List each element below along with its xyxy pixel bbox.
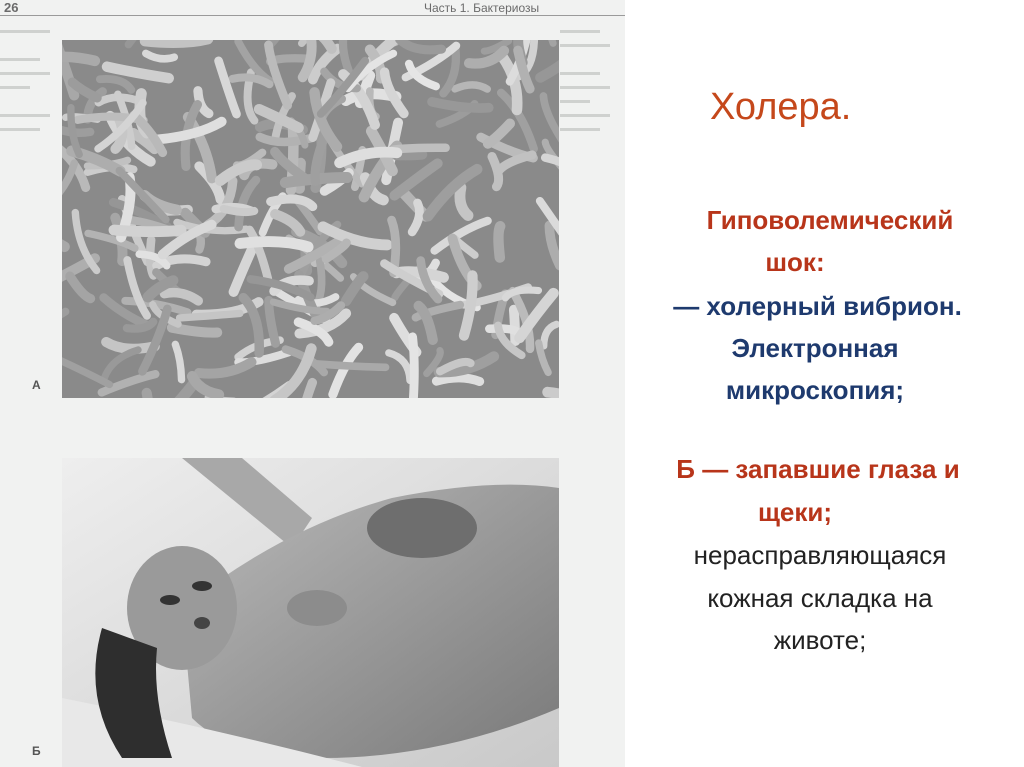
slide-title: Холера. bbox=[710, 86, 852, 128]
book-page-header bbox=[0, 0, 625, 16]
left-margin-text: ▬▬▬▬▬ ▬▬▬▬ ▬▬▬▬▬ ▬▬▬ ▬▬▬▬▬ ▬▬▬▬ bbox=[0, 25, 50, 134]
skin-fold-caption-1: нерасправляющаяся bbox=[693, 540, 947, 570]
bacterium-rod bbox=[172, 328, 217, 333]
bacterium-rod bbox=[145, 40, 208, 43]
cheeks-caption: щеки; bbox=[757, 497, 833, 527]
bacterium-rod bbox=[147, 393, 152, 398]
page-number: 26 bbox=[4, 0, 19, 15]
bacterium-rod bbox=[498, 226, 500, 257]
bacterium-rod bbox=[62, 57, 95, 61]
figure-a-label: А bbox=[32, 378, 41, 392]
bacterium-rod bbox=[455, 85, 487, 89]
skin-fold-caption-2: кожная складка на bbox=[707, 583, 933, 613]
shock-heading-2: шок: bbox=[765, 247, 825, 277]
bacterium-rod bbox=[413, 337, 415, 398]
bacterium-rod bbox=[114, 230, 181, 232]
skin-fold-caption-3: животе; bbox=[773, 625, 867, 655]
bacterium-rod bbox=[394, 148, 446, 150]
shock-heading: Гиповолемический bbox=[706, 205, 954, 235]
vibrio-caption: — холерный вибрион. bbox=[673, 291, 962, 321]
bacterium-rod bbox=[317, 364, 385, 367]
figure-b-label: Б bbox=[32, 744, 41, 758]
patient-photo bbox=[62, 458, 559, 767]
bacterium-rod bbox=[240, 242, 308, 247]
em-caption-1: Электронная bbox=[731, 333, 899, 363]
bacterium-rod bbox=[548, 392, 559, 398]
right-margin-text: ▬▬▬▬ ▬▬▬▬▬ ▬▬▬▬ ▬▬▬▬▬ ▬▬▬ ▬▬▬▬▬ ▬▬▬▬ bbox=[560, 25, 610, 134]
part-title: Часть 1. Бактериозы bbox=[424, 1, 540, 15]
em-caption-2: микроскопия; bbox=[725, 375, 905, 405]
eyes-caption: Б — запавшие глаза и bbox=[676, 454, 960, 484]
bacterium-rod bbox=[180, 313, 240, 318]
bacterium-rod bbox=[224, 209, 255, 212]
bacterium-rod bbox=[436, 378, 479, 382]
micrograph-vibrio-cholerae bbox=[62, 40, 559, 398]
